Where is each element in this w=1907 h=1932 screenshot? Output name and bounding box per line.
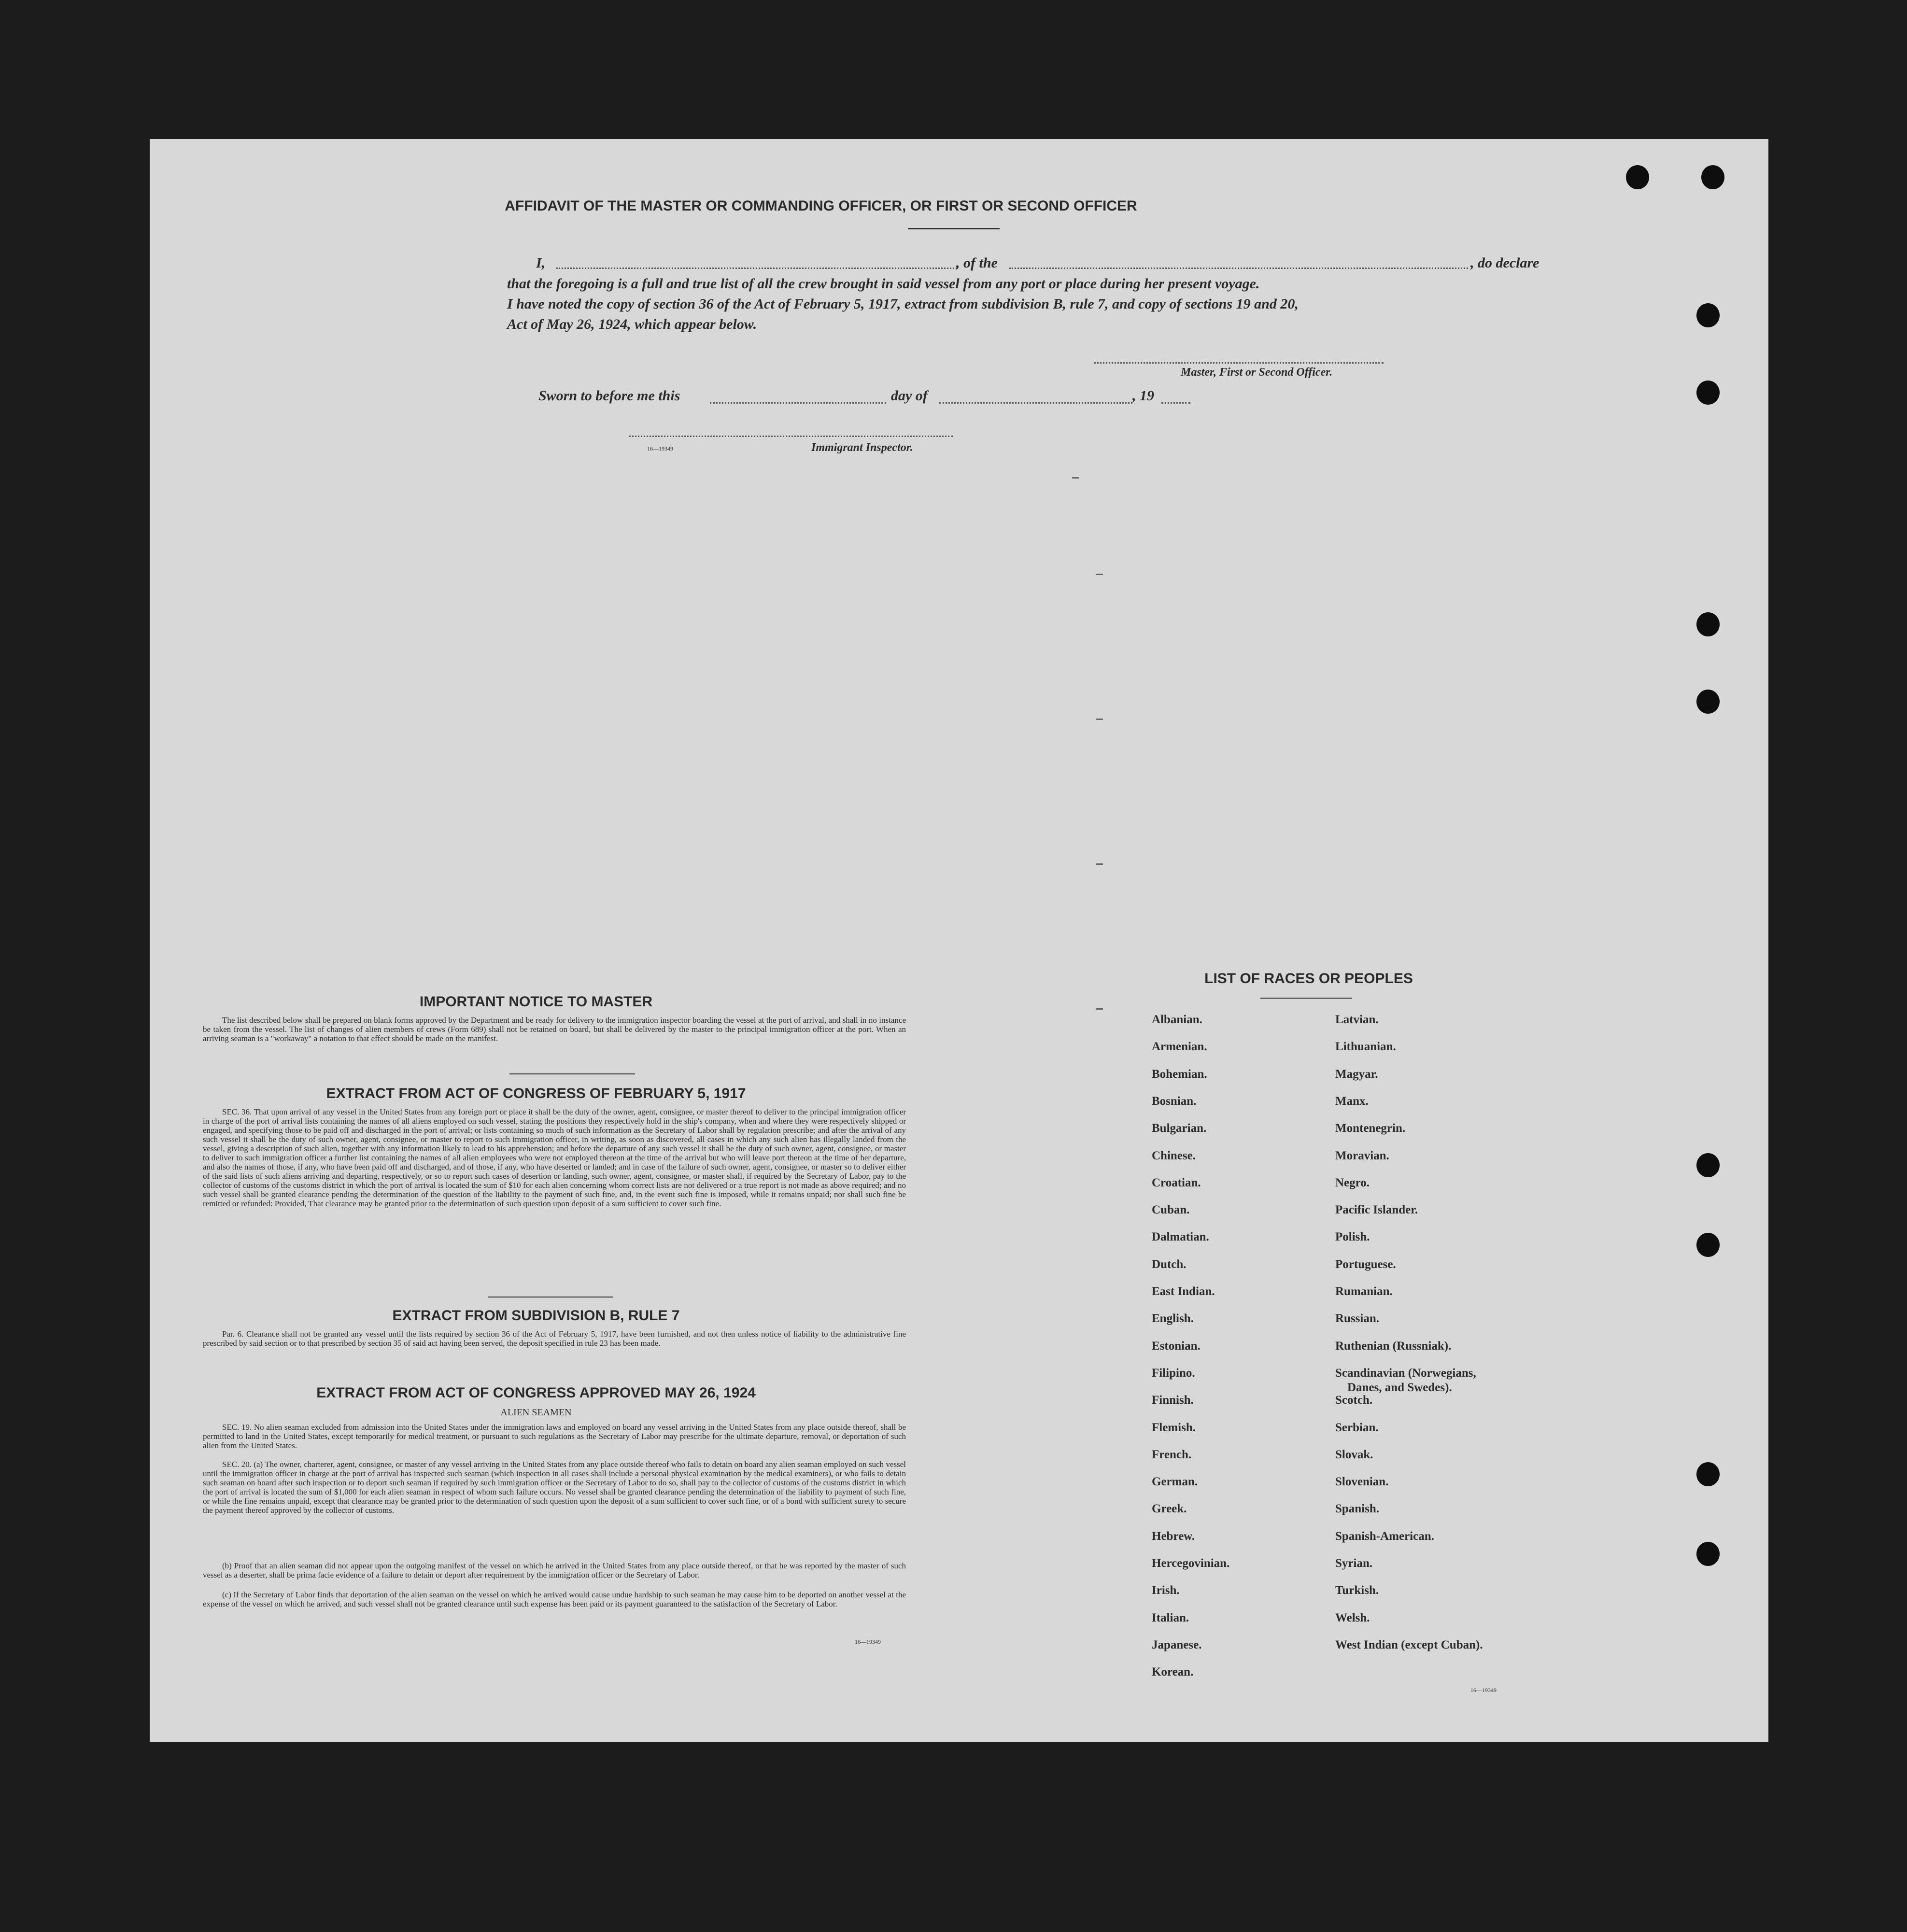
margin-mark [1096,863,1103,865]
race-item: Rumanian. [1335,1285,1393,1298]
race-item: Japanese. [1152,1638,1202,1651]
race-item: Greek. [1152,1502,1187,1516]
margin-mark [1096,574,1103,575]
punch-hole [1626,165,1649,189]
race-item: Slovenian. [1335,1475,1389,1489]
race-item: German. [1152,1475,1198,1489]
extract-1924-sec19: SEC. 19. No alien seaman excluded from admission into the United States under the immigration laws and employed on board any vessel arriving in the United States from any place outside thereof, shall be permitted to land in the United States, except temporarily for medical treatment, or pursuant to such regulations as the Secretary of Labor may prescribe for the ultimate departure, removal, or deportation of such alien from the United States. [203,1423,906,1450]
affidavit-i: I, [536,255,546,271]
race-item: Filipino. [1152,1366,1195,1380]
affidavit-line2: that the foregoing is a full and true list of all the crew brought in said vessel from any port or place during her present voyage. [507,276,1260,292]
race-item: Manx. [1335,1094,1369,1108]
race-item: Turkish. [1335,1584,1379,1597]
divider [1260,998,1352,999]
inspector-signature-field[interactable] [629,436,953,437]
race-item: Chinese. [1152,1149,1196,1162]
extract-1924-sec20b: (b) Proof that an alien seaman did not appear upon the outgoing manifest of the vessel on which he arrived in the United States from any place outside thereof, or that he was reported by the master of such vessel as a deserter, shall be prima facie evidence of a failure to detain or deport after requirement by the immigration officer or the Secretary of Labor. [203,1561,906,1579]
race-item: Hebrew. [1152,1529,1195,1543]
punch-hole [1696,1542,1720,1566]
race-item: Irish. [1152,1584,1180,1597]
race-item: Dalmatian. [1152,1230,1209,1244]
race-item: Syrian. [1335,1557,1373,1570]
race-item: Negro. [1335,1176,1370,1189]
form-number: 16—19349 [855,1638,881,1645]
punch-hole [1696,381,1720,405]
sworn-day-label: day of [891,388,928,404]
extract-rule7-title: EXTRACT FROM SUBDIVISION B, RULE 7 [392,1308,680,1324]
margin-mark [1096,1008,1103,1010]
punch-hole [1701,165,1724,189]
race-item: French. [1152,1448,1192,1461]
sworn-year-label: , 19 [1132,388,1154,404]
form-number: 16—19349 [1470,1687,1497,1693]
race-item: Spanish-American. [1335,1529,1434,1543]
race-item: Bulgarian. [1152,1122,1207,1135]
race-item: Bohemian. [1152,1067,1207,1081]
race-item: Lithuanian. [1335,1040,1396,1054]
punch-hole [1696,1462,1720,1486]
master-signature-field[interactable] [1094,362,1384,364]
race-item: Italian. [1152,1611,1189,1624]
punch-hole [1696,303,1720,327]
affidavit-title: AFFIDAVIT OF THE MASTER OR COMMANDING OFFICER, OR FIRST OR SECOND OFFICER [505,198,1137,214]
race-item: Russian. [1335,1312,1380,1326]
race-item: Albanian. [1152,1013,1202,1026]
name-field[interactable] [556,268,957,269]
affidavit-line3: I have noted the copy of section 36 of the Act of February 5, 1917, extract from subdivision B, rule 7, and copy of sections 19 and 20, [507,296,1299,312]
form-number: 16—19349 [647,445,673,452]
affidavit-of: , of the [956,255,998,271]
race-item: Bosnian. [1152,1094,1197,1108]
race-item: Pacific Islander. [1335,1203,1418,1217]
race-item: West Indian (except Cuban). [1335,1638,1483,1651]
race-item: Scotch. [1335,1394,1373,1407]
extract-1924-title: EXTRACT FROM ACT OF CONGRESS APPROVED MAY 26, 1924 [316,1385,756,1401]
race-item: Moravian. [1335,1149,1389,1162]
document-page [150,139,1768,1742]
race-item: Latvian. [1335,1013,1379,1026]
races-title: LIST OF RACES OR PEOPLES [1204,971,1413,987]
notice-body: The list described below shall be prepared on blank forms approved by the Department and be ready for delivery to the immigration inspector boarding the vessel at the port of arrival, and shall in no instance be taken from the vessel. The list of changes of alien members of crews (Form 689) shall not be retained on board, but shall be delivered by the master to the principal immigration officer at the port. When an arriving seaman is a "workaway" a notation to that effect should be made on the manifest. [203,1015,906,1043]
race-item: Spanish. [1335,1502,1380,1516]
race-item: Korean. [1152,1665,1194,1679]
race-item: Croatian. [1152,1176,1201,1189]
race-item: Armenian. [1152,1040,1207,1054]
race-item: Magyar. [1335,1067,1378,1081]
extract-1917-title: EXTRACT FROM ACT OF CONGRESS OF FEBRUARY 5, 1917 [326,1086,746,1101]
sworn-prefix: Sworn to before me this [538,388,680,404]
race-item: Welsh. [1335,1611,1370,1624]
punch-hole [1696,690,1720,714]
divider [908,228,1000,229]
race-item: Danes, and Swedes). [1347,1381,1452,1394]
race-item: Polish. [1335,1230,1370,1244]
master-caption: Master, First or Second Officer. [1181,366,1333,379]
race-item: Ruthenian (Russniak). [1335,1339,1452,1353]
inspector-caption: Immigrant Inspector. [811,441,913,454]
punch-hole [1696,1233,1720,1257]
notice-title: IMPORTANT NOTICE TO MASTER [419,994,653,1010]
race-item: Serbian. [1335,1421,1379,1434]
extract-1924-sec20a: SEC. 20. (a) The owner, charterer, agent, consignee, or master of any vessel arriving in the United States from any place outside thereof who fails to detain on board any alien seaman employed on such vessel until the immigration officer in charge at the port of arrival has inspected such seaman (which inspection in all cases shall include a personal physical examination by the medical examiners), or who fails to detain such seaman on board after such inspection or to deport such seaman if required by such immigration officer or the Secretary of Labor to do so, shall pay to the collector of customs of the customs district in which the port of arrival is located the sum of $1,000 for each alien seaman in respect of whom such failure occurs. No vessel shall be granted clearance pending the determination of the liability to payment of such fine, or while the fine remains unpaid, except that clearance may be granted prior to the determination of such question upon the deposit of a sum sufficient to cover such fine, or of a bond with sufficient surety to secure the payment thereof approved by the collector of customs. [203,1460,906,1515]
extract-1924-sec20c: (c) If the Secretary of Labor finds that deportation of the alien seaman on the vessel on which he arrived would cause undue hardship to such seaman he may cause him to be deported on another vessel at the expense of the vessel on which he arrived, and such vessel shall not be granted clearance until such expense has been paid or its payment guaranteed to the satisfaction of the Secretary of Labor. [203,1590,906,1608]
race-item: East Indian. [1152,1285,1215,1298]
extract-rule7-body: Par. 6. Clearance shall not be granted any vessel until the lists required by section 36 of the Act of February 5, 1917, have been furnished, and not then unless notice of liability to the administrative fine prescribed by said section or to that prescribed by section 35 of said act having been served, the deposit specified in rule 23 has been made. [203,1329,906,1348]
affidavit-line4: Act of May 26, 1924, which appear below. [507,316,757,332]
extract-1917-body: SEC. 36. That upon arrival of any vessel in the United States from any foreign port or place it shall be the duty of the owner, agent, consignee, or master thereof to deliver to the principal immigration officer in charge of the port of arrival lists containing the names of all aliens employed on such vessel, stating the positions they respectively hold in the ship's company, when and where they were respectively shipped or engaged, and specifying those to be paid off and discharged in the port of arrival; or lists containing so much of such information as the Secretary of Labor shall by regulation prescribe; and after the arrival of any such vessel it shall be the duty of such owner, agent, consignee, or master to report to such immigration officer, in writing, as soon as discovered, all cases in which any such alien has illegally landed from the vessel, giving a description of such alien, together with any information likely to lead to his apprehension; and before the departure of any such vessel it shall be the duty of such owner, agent, consignee, or master to deliver to such immigration officer a further list containing the names of all alien employees who were not employed thereon at the time of the arrival but who will leave port thereon at the time of her departure, and also the names of those, if any, who have been paid off and discharged, and of those, if any, who have deserted or landed; and in case of the failure of such owner, agent, consignee, or master so to deliver either of the said lists of such aliens arriving and departing, respectively, or so to report such cases of desertion or landing, such owner, agent, consignee, or master shall, if required by the Secretary of Labor, pay to the collector of customs of the customs district in which the port of arrival is located the sum of $10 for each alien concerning whom correct lists are not delivered or a true report is not made as above required; and no such vessel shall be granted clearance pending the determination of the question of the liability to the payment of such fine, and, in the event such fine is imposed, while it remains unpaid; nor shall such fine be remitted or refunded: Provided, That clearance may be granted prior to the determination of such question upon deposit of a sum sufficient to cover such fine. [203,1107,906,1208]
race-item: Finnish. [1152,1394,1194,1407]
race-item: Flemish. [1152,1421,1196,1434]
race-item: Montenegrin. [1335,1122,1406,1135]
vessel-field[interactable] [1009,268,1468,269]
race-item: Scandinavian (Norwegians, [1335,1366,1476,1380]
race-item: Cuban. [1152,1203,1190,1217]
race-item: Hercegovinian. [1152,1557,1230,1570]
sworn-day-field[interactable] [710,402,886,404]
race-item: Estonian. [1152,1339,1201,1353]
extract-1924-subtitle: ALIEN SEAMEN [500,1407,572,1418]
punch-hole [1696,612,1720,636]
sworn-month-field[interactable] [939,402,1132,404]
race-item: Slovak. [1335,1448,1373,1461]
race-item: Dutch. [1152,1257,1187,1271]
margin-mark [1096,719,1103,720]
divider [509,1073,635,1074]
punch-hole [1696,1153,1720,1177]
affidavit-declare: , do declare [1470,255,1540,271]
sworn-year-field[interactable] [1161,402,1190,404]
race-item: English. [1152,1312,1194,1326]
margin-mark [1072,477,1079,479]
race-item: Portuguese. [1335,1257,1396,1271]
